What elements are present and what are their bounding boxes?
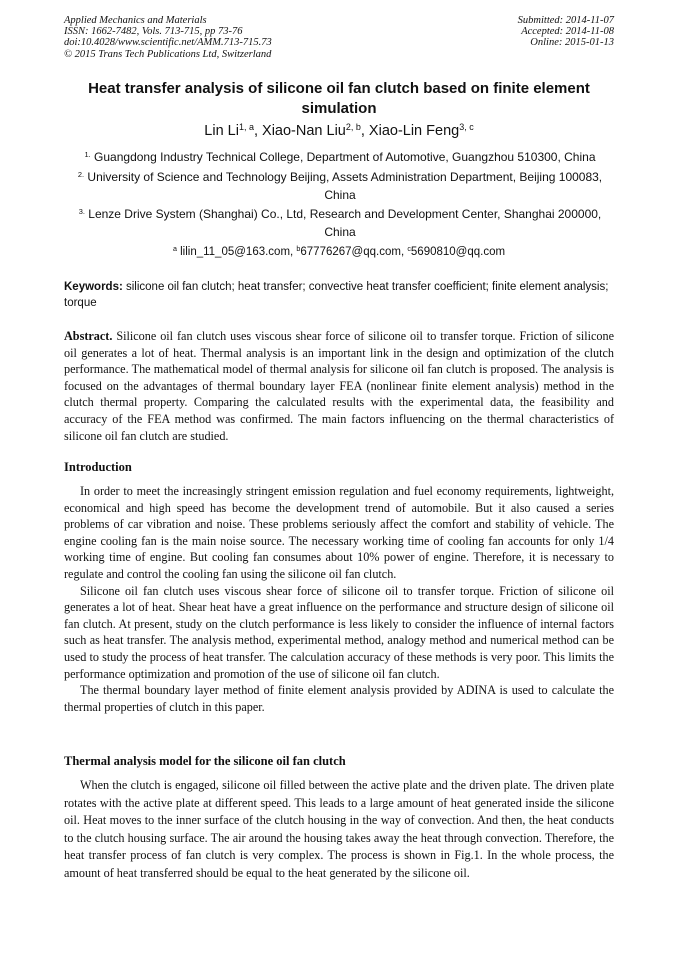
paragraph: The thermal boundary layer method of finite element analysis provided by ADINA is used to calculate the thermal properties of clutch in this paper. xyxy=(64,683,614,714)
submitted-date: Submitted: 2014-11-07 xyxy=(517,15,614,26)
author-list xyxy=(60,122,618,140)
introduction-body xyxy=(64,483,614,715)
affiliation-1 xyxy=(66,148,614,166)
keywords-label: Keywords: xyxy=(64,281,123,293)
author-name: Xiao-Lin Feng xyxy=(368,123,460,139)
accepted-date: Accepted: 2014-11-08 xyxy=(521,26,614,38)
issn-line: ISSN: 1662-7482, Vols. 713-715, pp 73-76 xyxy=(64,26,243,38)
paragraph: When the clutch is engaged, silicone oil filled between the active plate and the driven plate. The driven plate rotates with the active plate at different speed. This leads to a large amount of heat generated inside the silicone oil. Heat moves to the inner surface of the clutch housing in the way of convection. And then, the heat conducts to the clutch housing surface. The air around the housing takes away the heat through convection. Therefore, the heat transfer process of fan clutch is very complex. The process is shown in Fig.1. In the whole process, the amount of heat transferred should be equal to the heat generated by the silicone oil. xyxy=(64,778,614,880)
keywords-block xyxy=(64,279,614,311)
section-heading-thermal-model: Thermal analysis model for the silicone oil fan clutch xyxy=(64,754,346,768)
author-affil-mark: 3, c xyxy=(459,122,474,133)
paragraph: Silicone oil fan clutch uses viscous shear force of silicone oil to transfer torque. Friction of silicone oil generates a lot of heat. Shear heat have a great influence on the performance and structure design of silicone oil fan clutch. At present, study on the clutch performance is less likely to consider the influence of internal factors such as heat transfer. The analysis method, experimental method, analogy method and numerical method can be used to study the process of heat transfer. The calculation accuracy of these methods is very poor. This limits the performance optimization and promotion of the use of silicone oil fan clutch. xyxy=(64,583,614,681)
journal-name: Applied Mechanics and Materials xyxy=(64,15,207,26)
abstract-label: Abstract. xyxy=(64,329,113,343)
author-affil-mark: 1, a xyxy=(238,122,254,133)
abstract-text: Silicone oil fan clutch uses viscous shear force of silicone oil to transfer torque. Friction of silicone oil generates a lot of heat. Thermal analysis is an important link in the design and optimization of the clutch performance. The mathematical model of thermal analysis for silicone oil fan clutch is proposed. The analysis is focused on the advantages of thermal boundary layer FEA (nonlinear finite element analysis) method in the clutch thermal property. Comparing the calculated results with the experimental data, the feasibility and accuracy of the FEA method was confirmed. The main factors influencing on the thermal characteristics of silicone oil fan clutch are studied. xyxy=(64,329,614,443)
author-emails xyxy=(60,244,618,260)
author-separator: , xyxy=(253,123,263,139)
online-date: Online: 2015-01-13 xyxy=(530,37,614,49)
copyright-line: © 2015 Trans Tech Publications Ltd, Switzerland xyxy=(64,48,272,60)
journal-header-left xyxy=(64,15,272,60)
email-address[interactable]: lilin_11_05@163.com, xyxy=(180,246,297,258)
email-mark: b xyxy=(296,245,301,254)
author-name: Xiao-Nan Liu xyxy=(262,123,346,139)
author-affil-mark: 2, b xyxy=(345,122,361,133)
affiliation-text: Guangdong Industry Technical College, Department of Automotive, Guangzhou 510300, China xyxy=(94,150,596,164)
email-mark: a xyxy=(172,245,177,254)
affiliation-mark: 2. xyxy=(77,169,85,179)
paper-title: Heat transfer analysis of silicone oil fan clutch based on finite element simulation xyxy=(88,80,590,117)
email-address[interactable]: 67776267@qq.com, xyxy=(300,246,408,258)
affiliation-text: Lenze Drive System (Shanghai) Co., Ltd, Research and Development Center, Shanghai 200000, China xyxy=(88,207,602,239)
author-separator: , xyxy=(360,123,369,139)
paragraph: In order to meet the increasingly stringent emission regulation and fuel economy requirements, lightweight, economical and high speed has become the development trend of automobile. But it also caused a series problems of car vibration and noise. These problems seriously affect the comfort and stability of vehicle. The engine cooling fan is the main noise source. The necessary working time of cooling fan accounts for only 1/4 working time of engine. But cooling fan consumes about 10% power of engine. Therefore, it is necessary to regulate and control the cooling fan using the silicone oil fan clutch. xyxy=(64,484,614,581)
abstract-block xyxy=(64,328,614,444)
journal-header-right xyxy=(518,15,614,49)
email-address[interactable]: 5690810@qq.com xyxy=(410,246,506,258)
keywords-text: silicone oil fan clutch; heat transfer; convective heat transfer coefficient; finite element analysis; torque xyxy=(64,281,609,309)
doi-line: doi:10.4028/www.scientific.net/AMM.713-715.73 xyxy=(64,37,272,49)
affiliation-mark: 3. xyxy=(78,206,85,216)
email-mark: c xyxy=(407,245,411,254)
affiliation-3 xyxy=(66,205,614,241)
author-name: Lin Li xyxy=(204,123,239,139)
affiliation-text: University of Science and Technology Beijing, Assets Administration Department, Beijing 100083, China xyxy=(87,170,603,202)
thermal-model-body xyxy=(64,777,614,882)
affiliation-mark: 1. xyxy=(84,149,91,159)
section-heading-introduction: Introduction xyxy=(64,460,132,474)
affiliation-2 xyxy=(66,168,614,204)
